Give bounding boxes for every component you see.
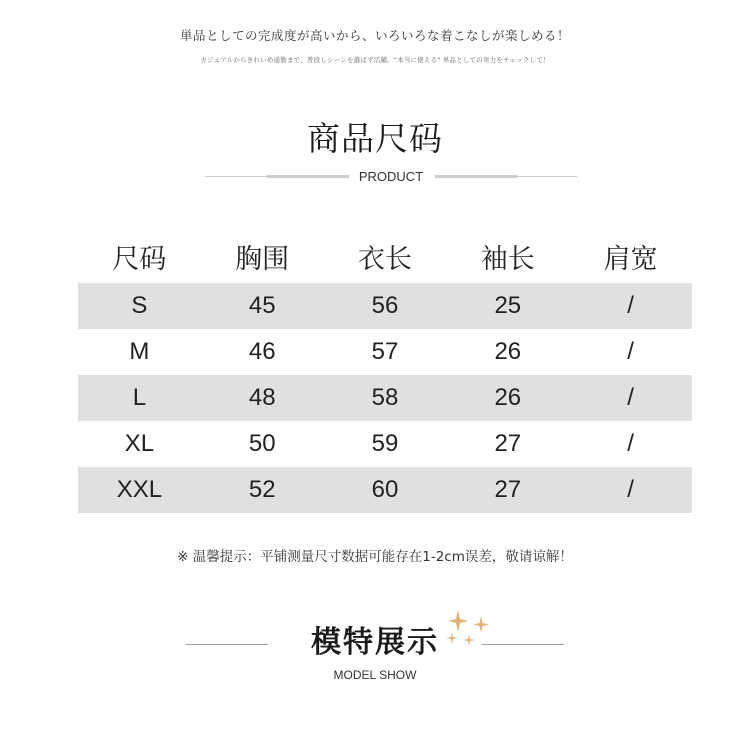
column-header: 肩宽 (603, 244, 658, 275)
table-cell: / (569, 283, 692, 329)
table-row (78, 329, 692, 375)
table-row (78, 375, 692, 421)
table-cell: 56 (324, 283, 447, 329)
table-row (78, 283, 692, 329)
table-cell: 50 (248, 430, 276, 457)
column-header: 袖长 (480, 244, 535, 275)
model-section-title: 模特展示 (311, 625, 439, 660)
table-cell: 60 (324, 467, 447, 513)
table-cell: 52 (201, 467, 324, 513)
table-cell: 58 (324, 375, 447, 421)
table-cell: 46 (248, 338, 276, 365)
table-cell: M (129, 338, 150, 365)
table-cell: S (78, 283, 201, 329)
table-cell: / (627, 430, 634, 457)
section-title: 商品尺码 (307, 119, 443, 158)
column-header: 衣长 (357, 244, 412, 275)
size-table (78, 230, 692, 513)
table-cell: / (569, 467, 692, 513)
table-cell: 45 (201, 283, 324, 329)
table-cell: / (627, 338, 634, 365)
table-cell: XXL (78, 467, 201, 513)
measurement-note: ※ 温馨提示：平铺测量尺寸数据可能存在1-2cm误差，敬请谅解！ (177, 549, 573, 565)
table-cell: 57 (371, 338, 399, 365)
product-divider (205, 168, 577, 188)
table-cell: 59 (371, 430, 399, 457)
table-cell: 27 (494, 430, 522, 457)
size-table-header (78, 230, 692, 283)
table-cell: 26 (494, 338, 522, 365)
table-cell: L (78, 375, 201, 421)
table-row (78, 467, 692, 513)
section-subtitle: PRODUCT (358, 169, 424, 184)
column-header: 胸围 (235, 244, 290, 275)
table-row (78, 421, 692, 467)
tagline: 単品としての完成度が高いから、いろいろな着こなしが楽しめる！ (179, 28, 570, 43)
column-header: 尺码 (112, 244, 167, 275)
table-cell: 48 (201, 375, 324, 421)
table-cell: 27 (446, 467, 569, 513)
table-cell: / (569, 375, 692, 421)
model-section-header (0, 608, 750, 688)
table-cell: 26 (446, 375, 569, 421)
table-cell: XL (124, 430, 155, 457)
sparkle-icon (444, 608, 494, 650)
subtagline: カジュアルからきれいめ通勤まで、普段しシーンを選ばず活躍。"本当に使える" 単品としての実力をチェックして！ (200, 56, 550, 64)
model-section-subtitle: MODEL SHOW (333, 668, 417, 682)
table-cell: 25 (446, 283, 569, 329)
